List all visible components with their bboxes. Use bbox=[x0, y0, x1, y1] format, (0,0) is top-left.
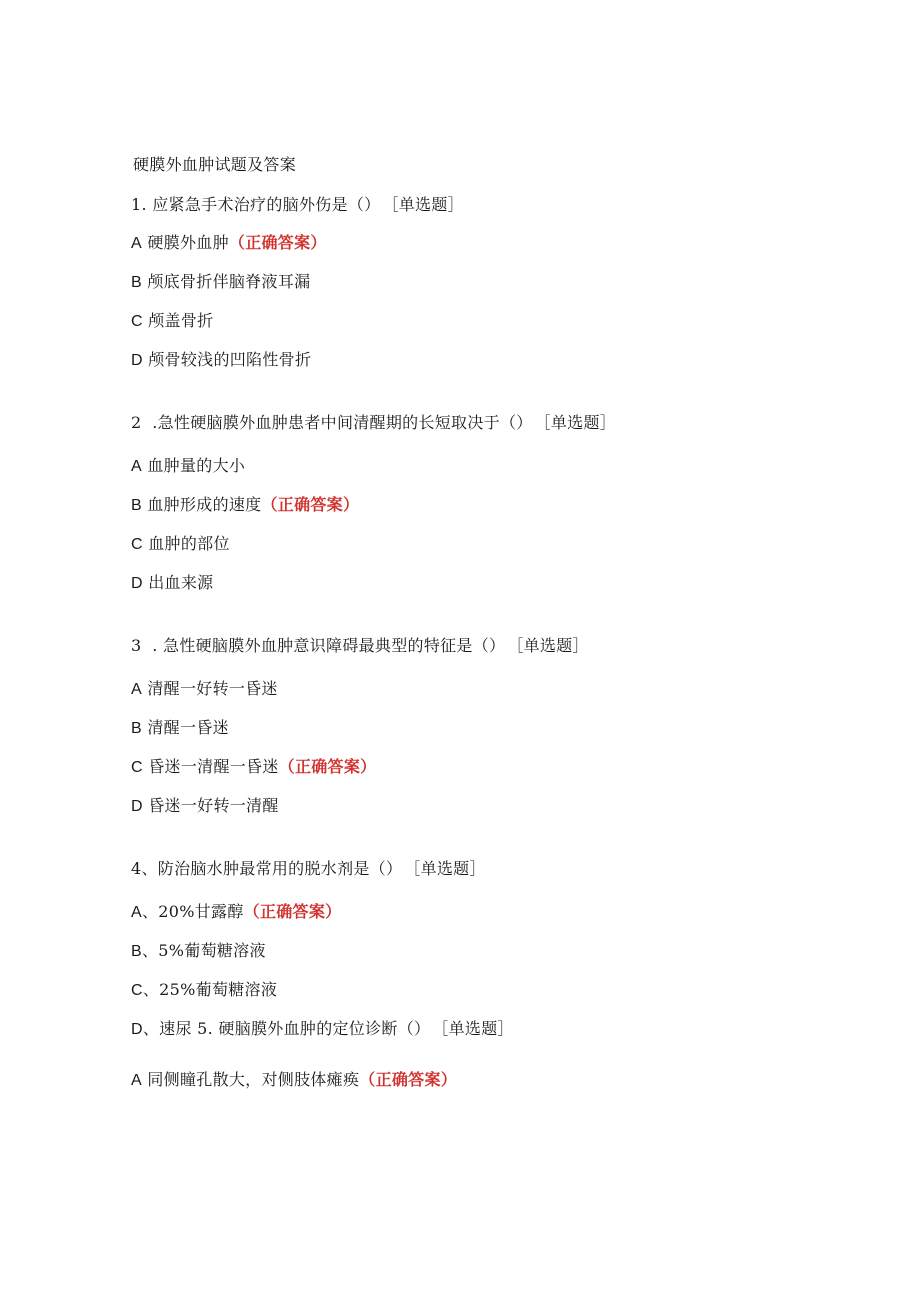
question-stem: 3 . 急性硬脑膜外血肿意识障碍最典型的特征是（） bbox=[131, 636, 506, 655]
option-text: 出血来源 bbox=[148, 573, 214, 592]
option-1a bbox=[131, 233, 327, 254]
option-4c bbox=[131, 980, 277, 1001]
option-2c bbox=[131, 534, 230, 555]
option-letter: A bbox=[131, 235, 142, 252]
option-text: 血肿的部位 bbox=[148, 534, 230, 553]
option-text: 昏迷一好转一清醒 bbox=[148, 796, 279, 815]
question-stem: 2 .急性硬脑膜外血肿患者中间清醒期的长短取决于（） bbox=[131, 413, 533, 432]
option-4b bbox=[131, 941, 266, 962]
option-2d bbox=[131, 573, 213, 594]
question-2 bbox=[131, 413, 616, 433]
option-3c bbox=[131, 757, 376, 778]
option-letter: C bbox=[131, 313, 143, 330]
question-stem: 1. 应紧急手术治疗的脑外伤是（） bbox=[131, 195, 381, 214]
question-type-label: ［单选题］ bbox=[440, 1019, 514, 1038]
option-text: 血肿形成的速度 bbox=[147, 495, 262, 514]
correct-answer-badge: （正确答案） bbox=[261, 495, 360, 514]
option-text: 清醒一好转一昏迷 bbox=[147, 679, 278, 698]
option-text: 20%甘露醇 bbox=[158, 902, 244, 921]
option-4d bbox=[131, 1019, 514, 1040]
correct-answer-badge: （正确答案） bbox=[359, 1070, 458, 1089]
option-letter: B bbox=[131, 497, 142, 514]
question-3 bbox=[131, 636, 589, 656]
option-letter: A、 bbox=[131, 904, 159, 921]
question-type-label: ［单选题］ bbox=[515, 636, 589, 655]
option-text: 25%葡萄糖溶液 bbox=[159, 980, 278, 999]
option-letter: D bbox=[131, 352, 143, 369]
correct-answer-badge: （正确答案） bbox=[228, 233, 327, 252]
option-3d bbox=[131, 796, 279, 817]
option-text: 同侧瞳孔散大，对侧肢体瘫痪 bbox=[147, 1070, 360, 1089]
page-title: 硬膜外血肿试题及答案 bbox=[133, 155, 297, 174]
option-3a bbox=[131, 679, 278, 700]
question-type-label: ［单选题］ bbox=[390, 195, 464, 214]
option-2a bbox=[131, 456, 245, 477]
option-1c bbox=[131, 311, 213, 332]
question-stem: 4、防治脑水肿最常用的脱水剂是（） bbox=[131, 859, 403, 878]
option-4a bbox=[131, 902, 341, 923]
option-letter: D bbox=[131, 575, 143, 592]
option-letter: A bbox=[131, 681, 142, 698]
option-text: 硬膜外血肿 bbox=[147, 233, 229, 252]
option-letter: D bbox=[131, 798, 143, 815]
option-text: 血肿量的大小 bbox=[147, 456, 246, 475]
correct-answer-badge: （正确答案） bbox=[278, 757, 377, 776]
option-5a bbox=[131, 1070, 457, 1091]
option-letter: C bbox=[131, 759, 143, 776]
option-text: 颅底骨折伴脑脊液耳漏 bbox=[147, 272, 311, 291]
option-text: 颅骨较浅的凹陷性骨折 bbox=[148, 350, 312, 369]
option-text: 颅盖骨折 bbox=[148, 311, 214, 330]
option-1b bbox=[131, 272, 310, 293]
question-type-label: ［单选题］ bbox=[412, 859, 486, 878]
question-1 bbox=[131, 195, 464, 215]
option-text: 清醒一昏迷 bbox=[147, 718, 229, 737]
option-letter: B bbox=[131, 720, 142, 737]
option-letter: B bbox=[131, 274, 142, 291]
option-letter: C bbox=[131, 536, 143, 553]
option-letter: D、 bbox=[131, 1021, 160, 1038]
option-text: 昏迷一清醒一昏迷 bbox=[148, 757, 279, 776]
option-letter: B、 bbox=[131, 943, 159, 960]
option-3b bbox=[131, 718, 229, 739]
question-4 bbox=[131, 859, 486, 879]
option-1d bbox=[131, 350, 311, 371]
option-letter: A bbox=[131, 1072, 142, 1089]
option-letter: C、 bbox=[131, 982, 160, 999]
option-text: 速尿 5. 硬脑膜外血肿的定位诊断（） bbox=[159, 1019, 431, 1038]
correct-answer-badge: （正确答案） bbox=[243, 902, 342, 921]
question-type-label: ［单选题］ bbox=[542, 413, 617, 432]
option-letter: A bbox=[131, 458, 142, 475]
option-2b bbox=[131, 495, 359, 516]
option-text: 5%葡萄糖溶液 bbox=[158, 941, 266, 960]
